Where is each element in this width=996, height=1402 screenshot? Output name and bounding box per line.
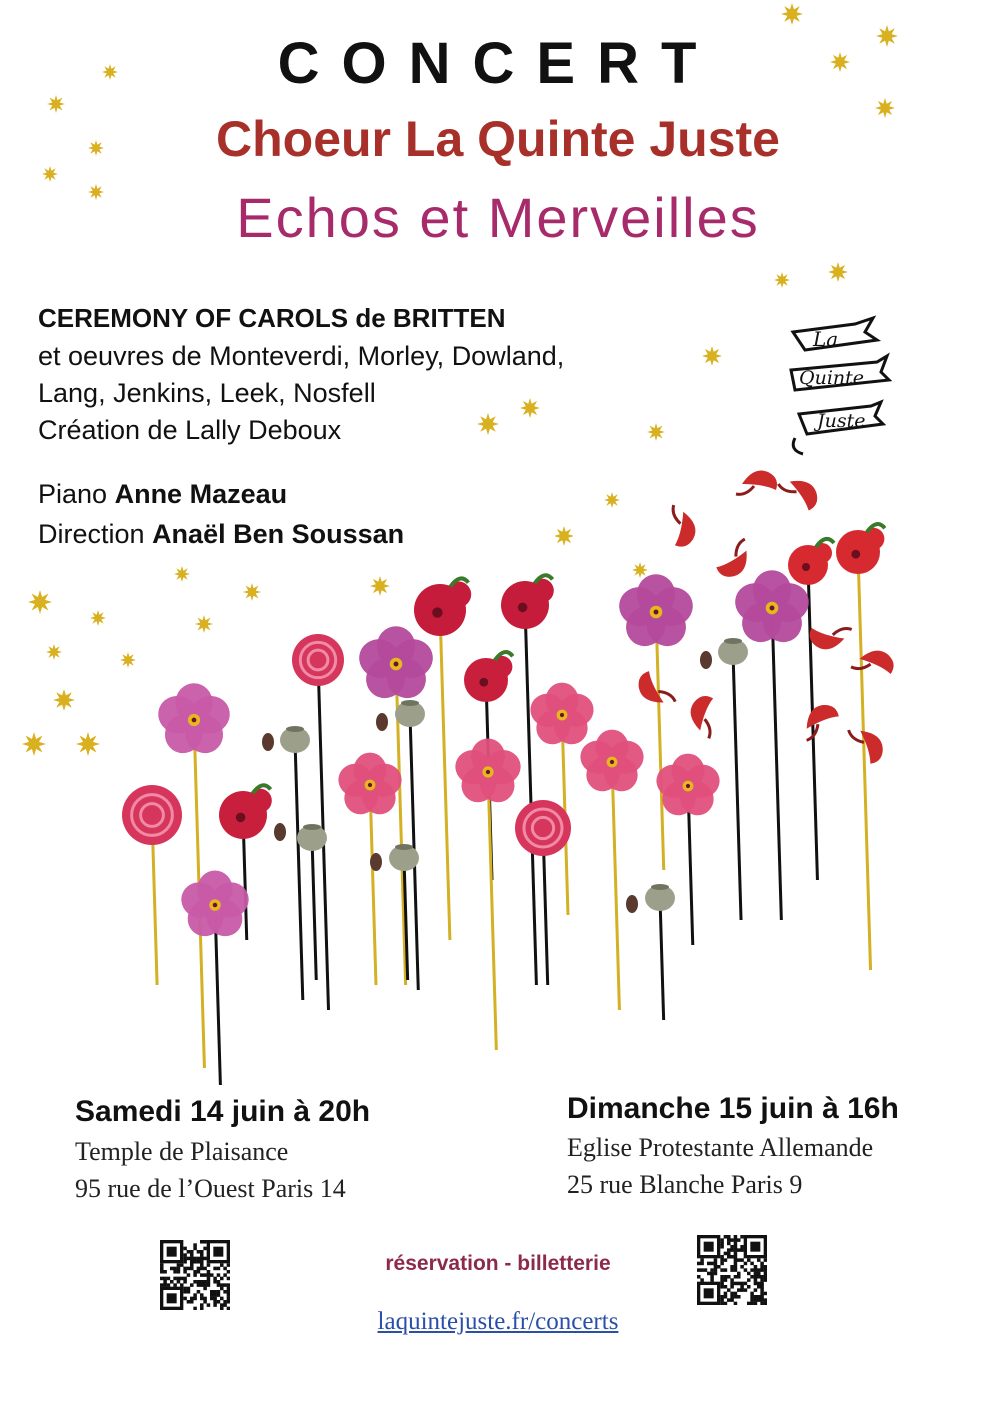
logo-text: Juste <box>817 410 866 432</box>
small-bud-icon <box>700 651 712 669</box>
flower-icon <box>515 800 571 856</box>
flowers-illustration <box>0 450 996 1090</box>
flower-stem <box>312 838 316 980</box>
logo-text: La <box>813 327 839 351</box>
flower-icon <box>836 524 885 574</box>
poppy-bud-icon <box>395 700 425 727</box>
flower-stem <box>858 552 871 970</box>
flower-stem <box>660 898 664 1020</box>
event-venue: Temple de Plaisance <box>75 1137 289 1166</box>
star-icon <box>781 3 803 25</box>
red-blossom-icon <box>736 471 777 495</box>
flower-icon <box>122 785 182 845</box>
poppy-bud-icon <box>280 726 310 753</box>
booking-label: réservation - billetterie <box>385 1252 611 1275</box>
piano-label: Piano <box>38 479 108 509</box>
flower-icon <box>464 652 513 702</box>
flower-stem <box>733 652 741 920</box>
star-icon <box>520 398 540 418</box>
star-icon <box>647 423 665 441</box>
flower-icon <box>334 753 406 821</box>
red-blossom-icon <box>632 668 675 715</box>
flower-icon <box>788 539 834 585</box>
event-date: Samedi 14 juin à 20h <box>75 1095 371 1128</box>
event-address: 95 rue de l’Ouest Paris 14 <box>75 1174 346 1203</box>
poppy-bud-icon <box>645 884 675 911</box>
poppy-bud-icon <box>718 638 748 665</box>
flower-icon <box>451 739 525 810</box>
small-bud-icon <box>626 895 638 913</box>
program-line: et oeuvres de Monteverdi, Morley, Dowland, <box>38 341 565 371</box>
red-blossom-icon <box>671 505 698 548</box>
choir-name: Choeur La Quinte Juste <box>216 111 780 167</box>
flower-icon <box>526 683 598 751</box>
flower-stem <box>295 740 303 1000</box>
flower-icon <box>576 730 648 798</box>
concert-heading: CONCERT <box>277 31 719 96</box>
star-icon <box>702 346 722 366</box>
small-bud-icon <box>370 853 382 871</box>
red-blossom-icon <box>851 644 897 678</box>
flower-stem <box>772 608 781 920</box>
flower-icon <box>414 578 471 636</box>
flower-icon <box>614 574 698 654</box>
flower-stem <box>612 762 619 1010</box>
flower-icon <box>354 626 438 706</box>
star-icon <box>42 166 58 182</box>
piano-name: Anne Mazeau <box>114 479 288 509</box>
star-icon <box>828 262 848 282</box>
small-bud-icon <box>274 823 286 841</box>
red-blossom-icon <box>778 468 823 514</box>
flower-stem <box>488 772 496 1050</box>
flower-stem <box>656 612 664 870</box>
program-line: Lang, Jenkins, Leek, Nosfell <box>38 378 376 408</box>
flower-stem <box>370 785 376 985</box>
direction-label: Direction <box>38 519 145 549</box>
flower-stem <box>440 610 450 940</box>
event-date: Dimanche 15 juin à 16h <box>567 1092 899 1125</box>
red-blossom-icon <box>795 699 842 741</box>
flower-icon <box>292 634 344 686</box>
flower-icon <box>153 683 234 760</box>
red-blossom-icon <box>848 719 888 766</box>
star-icon <box>774 272 790 288</box>
logo-text: Quinte <box>799 367 865 389</box>
small-bud-icon <box>376 713 388 731</box>
flower-icon <box>219 785 272 839</box>
star-icon <box>477 413 499 435</box>
program-headline: CEREMONY OF CAROLS de BRITTEN <box>38 303 506 333</box>
red-blossom-icon <box>808 623 852 652</box>
direction-name: Anaël Ben Soussan <box>152 519 405 549</box>
red-blossom-icon <box>686 693 718 738</box>
program-line: Création de Lally Deboux <box>38 415 342 445</box>
booking-link[interactable]: laquintejuste.fr/concerts <box>377 1308 619 1335</box>
flower-stem <box>525 605 536 985</box>
event-venue: Eglise Protestante Allemande <box>567 1133 874 1162</box>
la-quinte-juste-logo <box>785 310 895 460</box>
flower-icon <box>501 575 554 629</box>
flower-icon <box>177 870 254 943</box>
event-address: 25 rue Blanche Paris 9 <box>567 1170 803 1199</box>
show-title: Echos et Merveilles <box>236 186 760 249</box>
red-blossom-icon <box>713 539 760 583</box>
small-bud-icon <box>262 733 274 751</box>
